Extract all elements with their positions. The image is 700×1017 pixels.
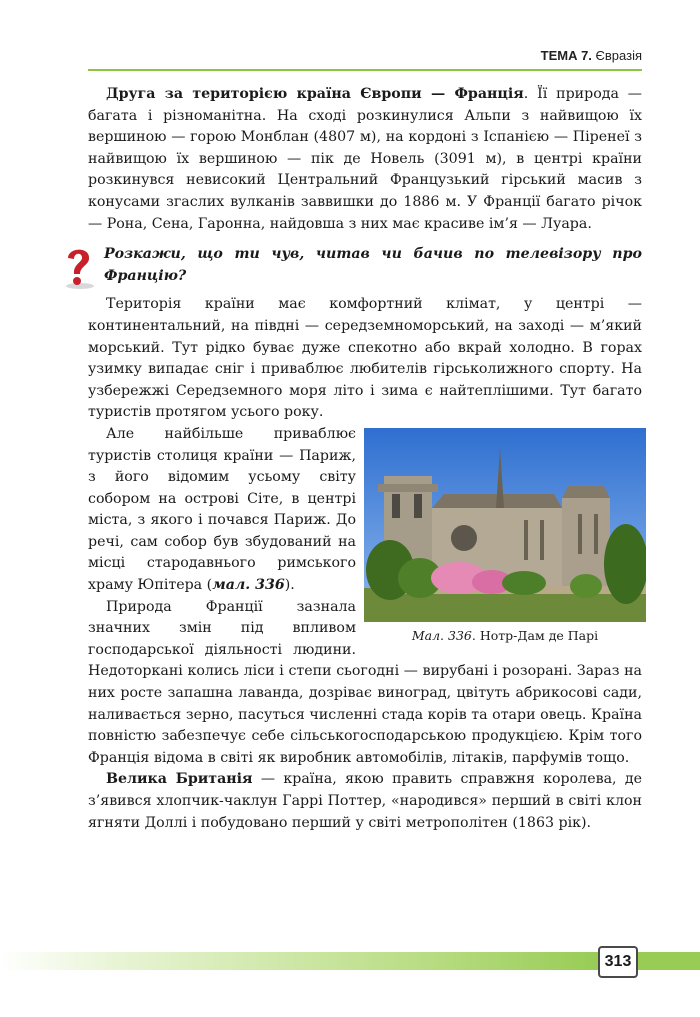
topic-label: ТЕМА 7. — [540, 48, 592, 63]
paragraph-france-intro — [88, 84, 642, 235]
figure-reference: мал. 336 — [212, 577, 285, 594]
question-mark-icon — [58, 242, 98, 292]
notre-dame-photo — [364, 428, 646, 622]
france-intro-text: . Її природа — багата і різноманітна. На сході розкинулися Альпи з найвищою їх вершиною — горою Монблан (4807 м), на кордоні з Іспанією — Піренеї з найвищою їх вершиною — пік де Новель (3091 м), в центрі країни розкинувся невисокий Центральний Французький гірський масив з конусами згаслих вулканів заввишки до 1886 м. У Франції багато річок — Рона, Сена, Гаронна, найдовша з них має красиве ім’я — Луара. — [88, 86, 642, 232]
header-divider — [88, 69, 642, 71]
paragraph-climate: Територія країни має комфортний клімат, у центрі — континентальний, на півдні — середземноморський, на заході — м’який морський. Тут рідко буває дуже спекотно або вкрай холодно. В горах узимку випадає сніг і приваблює любителів гірськолижного спорту. На узбережжі Середземного моря літо і зима є найтеплішими. Тут багато туристів протягом усього року. — [88, 296, 642, 421]
great-britain-heading: Велика Британія — [106, 771, 253, 788]
page-content — [88, 84, 642, 834]
footer-band-right — [636, 952, 700, 970]
paris-text: Але найбільше приваблює туристів столиця країни — Париж, з його відомим усьому світу собором на острові Сіте, в центрі міста, з якого і почався Париж. До речі, сам собор був збудований на місці стародавнього римського храму Юпітера ( — [88, 425, 356, 594]
caption-text: Нотр-Дам де Парі — [479, 627, 599, 643]
paris-text-end: ). — [284, 577, 295, 594]
topic-subtitle: Євразія — [595, 48, 642, 63]
paragraph-great-britain — [88, 769, 642, 834]
page-number: 313 — [598, 946, 638, 978]
caption-ref: Мал. 336. — [411, 627, 476, 643]
page-header — [0, 36, 700, 76]
great-britain-text: — країна, якою править справжня королева, де з’явився хлопчик-чаклун Гаррі Поттер, «народився» перший в світі клон ягняти Доллі і побудовано перший у світі метрополітен (1863 рік). — [88, 771, 642, 831]
header-title — [541, 48, 642, 63]
figure-notre-dame — [364, 428, 646, 644]
discussion-question — [88, 244, 642, 287]
paragraph-nature-changes: Природа Франції зазнала значних змін під впливом господарської діяльності людини. Недоторкані колись ліси і степи сьогодні — вирубані і розорані. Зараз на них росте запашна лаванда, дозріває виноград, цвітуть абрикосові сади, наливається зерно, пасуться численні стада корів та отари овець. Країна повністю забезпечує себе сільськогосподарською продукцією. Крім того Франція відома в світі як виробник автомобілів, літаків, парфумів тощо. — [88, 598, 642, 766]
france-heading: Друга за територією країна Європи — Франція — [106, 86, 524, 102]
question-text: Розкажи, що ти чув, читав чи бачив по телевізору про Францію? — [104, 246, 642, 284]
figure-caption — [364, 628, 646, 644]
footer-band — [0, 952, 600, 970]
